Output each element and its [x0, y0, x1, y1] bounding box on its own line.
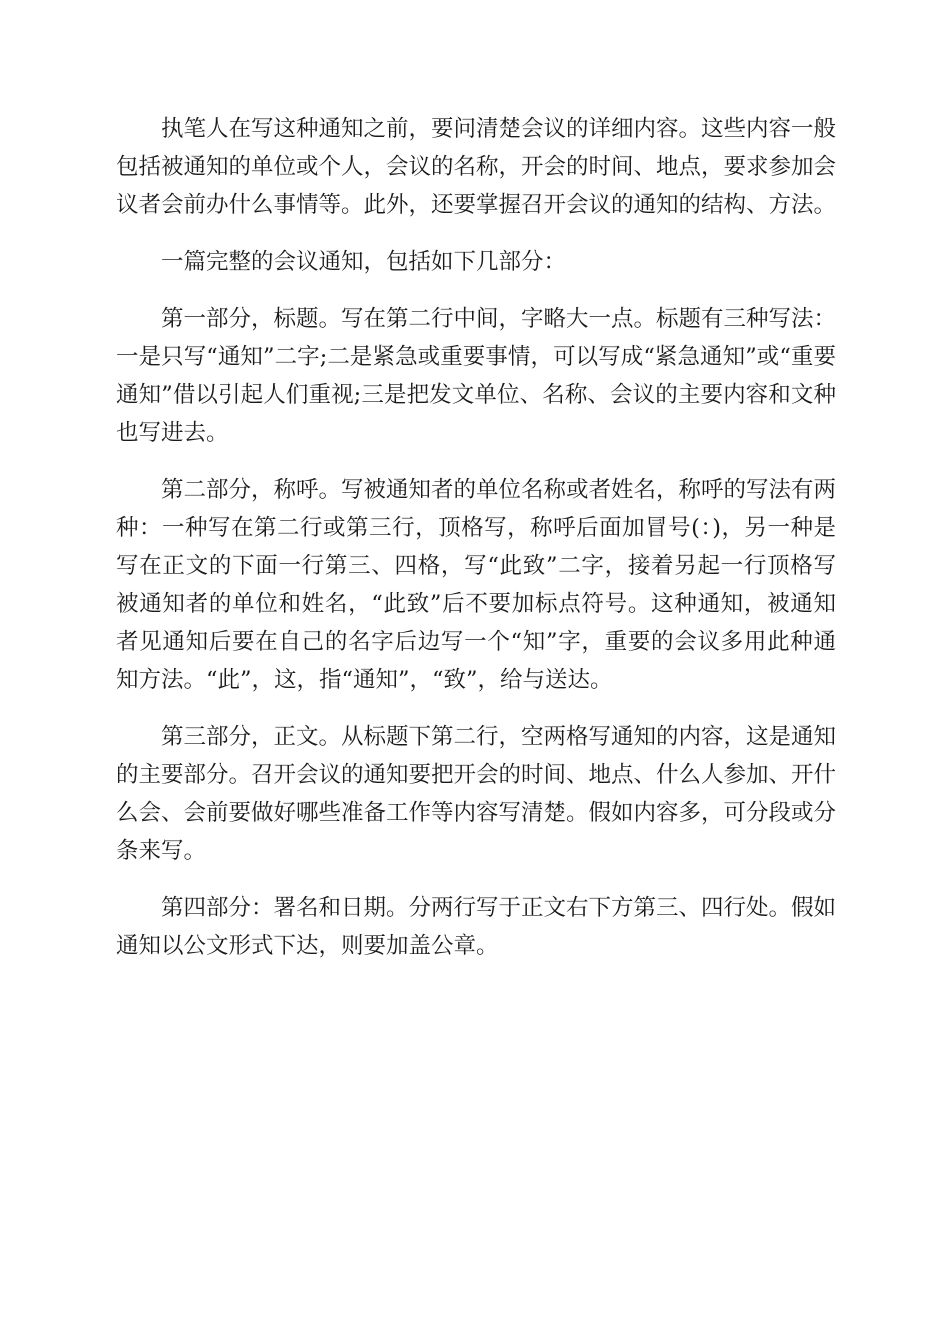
document-body: [116, 110, 836, 984]
paragraph-part-one-title: 第一部分，标题。写在第二行中间，字略大一点。标题有三种写法：一是只写“通知”二字;二是紧急或重要事情，可以写成“紧急通知”或“重要通知”借以引起人们重视;三是把发文单位、名称、会议的主要内容和文种也写进去。: [116, 306, 837, 446]
paragraph-part-two-salutation: 第二部分，称呼。写被通知者的单位名称或者姓名，称呼的写法有两种：一种写在第二行或第三行，顶格写，称呼后面加冒号(：)，另一种是写在正文的下面一行第三、四格，写“此致”二字，接着另起一行顶格写被通知者的单位和姓名，“此致”后不要加标点符号。这种通知，被通知者见通知后要在自己的名字后边写一个“知”字，重要的会议多用此种通知方法。“此”，这，指“通知”，“致”，给与送达。: [116, 477, 837, 693]
paragraph-intro: 执笔人在写这种通知之前，要问清楚会议的详细内容。这些内容一般包括被通知的单位或个人，会议的名称，开会的时间、地点，要求参加会议者会前办什么事情等。此外，还要掌握召开会议的通知的结构、方法。: [116, 116, 837, 218]
paragraph-part-three-body: 第三部分，正文。从标题下第二行，空两格写通知的内容，这是通知的主要部分。召开会议的通知要把开会的时间、地点、什么人参加、开什么会、会前要做好哪些准备工作等内容写清楚。假如内容多，可分段或分条来写。: [116, 724, 837, 864]
paragraph-overview: 一篇完整的会议通知，包括如下几部分：: [161, 249, 567, 275]
paragraph-part-four-signature: 第四部分：署名和日期。分两行写于正文右下方第三、四行处。假如通知以公文形式下达，则要加盖公章。: [116, 895, 837, 959]
